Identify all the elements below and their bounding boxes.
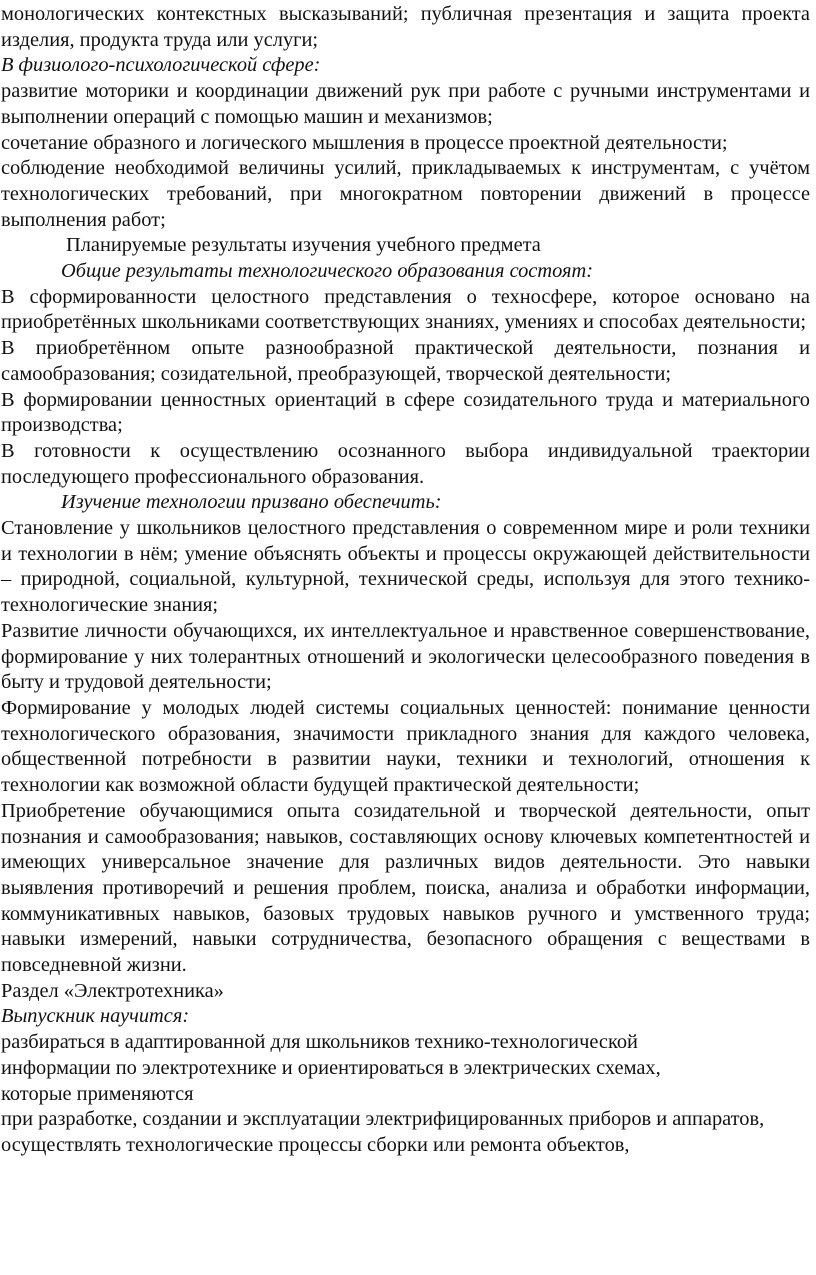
paragraph-social-values: Формирование у молодых людей системы социальных ценностей: понимание ценности технологического образования, значимости прикладного знания для каждого человека, общественной потребности в развитии науки, техники и технологий, отношения к технологии как возможной области будущей практической деятельности; [1,696,810,797]
paragraph-presentation: монологических контекстных высказываний; публичная презентация и защита проекта изделия, продукта труда или услуги; [1,3,810,51]
paragraph-understand-info: разбираться в адаптированной для школьников технико-технологической [1,1031,638,1054]
heading-graduate-will-learn: Выпускник научится: [1,1005,190,1028]
section-title-planned-results: Планируемые результаты изучения учебного предмета [66,234,541,257]
paragraph-experience: В приобретённом опыте разнообразной практической деятельности, познания и самообразования; созидательной, преобразующей, творческой деятельности; [1,337,810,385]
paragraph-electrical-schemes: информации по электротехнике и ориентироваться в электрических схемах, [1,1056,661,1079]
paragraph-applied: которые применяются [1,1082,194,1105]
paragraph-readiness: В готовности к осуществлению осознанного выбора индивидуальной траектории последующего профессионального образования. [1,439,810,488]
paragraph-effort: соблюдение необходимой величины усилий, прикладываемых к инструментам, с учётом технологических требований, при многократном повторении движений в процессе выполнения работ; [1,157,810,231]
paragraph-motor-skills: развитие моторики и координации движений рук при работе с ручными инструментами и выполнении операций с помощью машин и механизмов; [1,80,810,128]
section-electrotechnics: Раздел «Электротехника» [1,979,224,1002]
heading-study-provides: Изучение технологии призвано обеспечить: [61,491,442,514]
paragraph-assembly: осуществлять технологические процессы сборки или ремонта объектов, [1,1133,630,1156]
paragraph-thinking: сочетание образного и логического мышления в процессе проектной деятельности; [1,131,728,154]
paragraph-personality: Развитие личности обучающихся, их интеллектуальное и нравственное совершенствование, формирование у них толерантных отношений и экологически целесообразного поведения в быту и трудовой деятельности; [1,619,810,694]
heading-physiological-sphere: В физиолого-психологической сфере: [1,54,321,77]
paragraph-development: при разработке, создании и эксплуатации электрифицированных приборов и аппаратов, [1,1108,765,1131]
paragraph-formation: Становление у школьников целостного представления о современном мире и роли техники и технологии в нём; умение объяснять объекты и процессы окружающей действительности – природной, социальной, культурной, технической среды, используя для этого технико-технологические знания; [1,517,810,617]
paragraph-technosphere: В сформированности целостного представления о техносфере, которое основано на приобретённых школьниками соответствующих знаниях, умениях и способах деятельности; [1,285,810,334]
heading-general-results: Общие результаты технологического образования состоят: [61,260,594,283]
paragraph-acquisition: Приобретение обучающимися опыта созидательной и творческой деятельности, опыт познания и самообразования; навыков, составляющих основу ключевых компетентностей и имеющих универсальное значение для различных видов деятельности. Это навыки выявления противоречий и решения проблем, поиска, анализа и обработки информации, коммуникативных навыков, базовых трудовых навыков ручного и умственного труда; навыки измерений, навыки сотрудничества, безопасного обращения с веществами в повседневной жизни. [1,799,810,977]
paragraph-values: В формировании ценностных ориентаций в сфере созидательного труда и материального производства; [1,388,810,437]
